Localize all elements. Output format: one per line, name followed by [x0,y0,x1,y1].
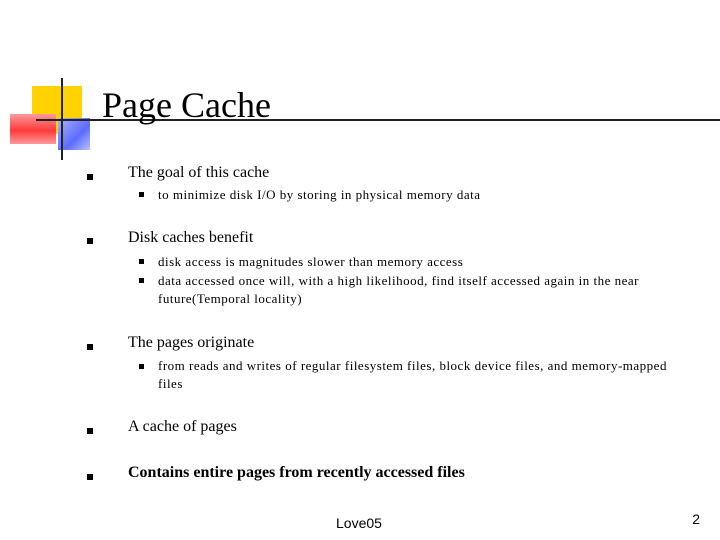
sub-bullet-icon [139,259,144,264]
bullet-icon [87,344,93,350]
bullet-icon [87,474,93,480]
slide-footer: Love05 [336,515,382,531]
sub-bullet-icon [139,364,144,369]
bullet-icon [87,174,93,180]
bullet-heading-benefit: Disk caches benefit [128,229,254,246]
bullet-icon [87,238,93,244]
bullet-icon [87,428,93,434]
bullet-heading-goal: The goal of this cache [128,164,270,181]
sub-bullet-text: to minimize disk I/O by storing in physical memory data [158,187,481,202]
sub-bullet-icon [139,278,144,283]
sub-bullet-text: disk access is magnitudes slower than memory access [158,254,464,269]
sub-bullet-text: data accessed once will, with a high likelihood, find itself accessed again in the near future(Temporal locality) [158,273,640,306]
slide-title: Page Cache [102,85,271,125]
page-number: 2 [692,511,700,527]
bullet-heading-cache-of-pages: A cache of pages [128,418,237,435]
bullet-heading-originate: The pages originate [128,334,255,351]
sub-bullet-icon [139,192,144,197]
sub-bullet-text: from reads and writes of regular filesystem files, block device files, and memory-mapped files [158,358,667,391]
bullet-heading-entire-pages: Contains entire pages from recently accessed files [128,464,465,481]
